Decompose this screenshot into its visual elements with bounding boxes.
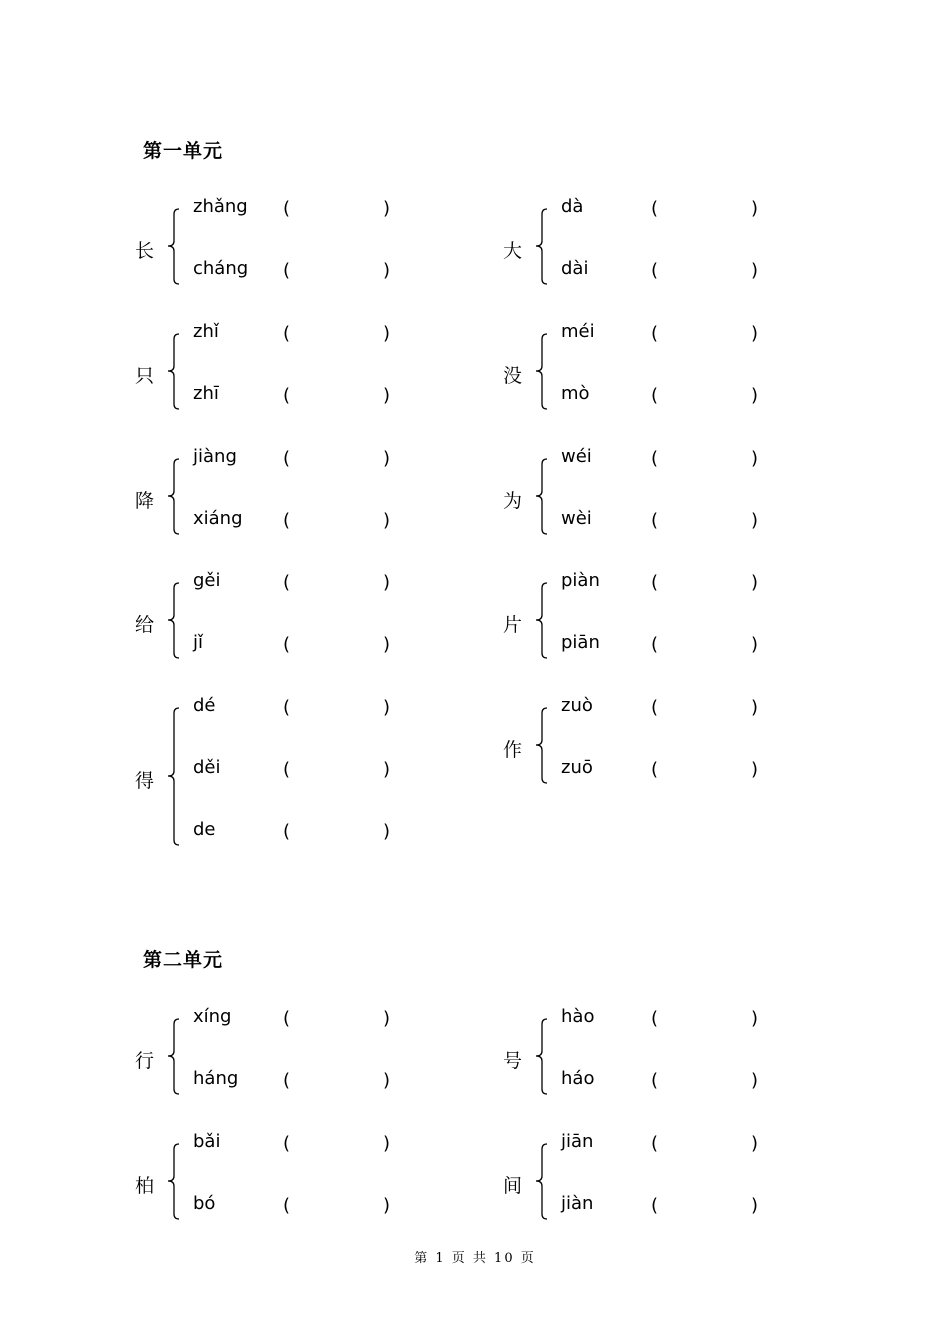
page-footer: 第 1 页 共 10 页	[414, 1251, 536, 1266]
answer-blank-open: (	[283, 260, 291, 281]
answer-blank[interactable]	[665, 448, 749, 470]
polyphone-char: 降	[135, 490, 155, 512]
answer-blank-open: (	[651, 448, 659, 469]
answer-blank-open: (	[651, 1070, 659, 1091]
answer-blank-open: (	[283, 1133, 291, 1154]
curly-brace-icon	[165, 208, 181, 288]
pinyin-reading: děi	[193, 757, 221, 778]
answer-blank-close: )	[383, 634, 391, 655]
answer-blank-open: (	[651, 385, 659, 406]
answer-blank[interactable]	[297, 634, 381, 656]
pinyin-reading: mò	[561, 383, 590, 404]
curly-brace-icon	[165, 707, 181, 849]
polyphone-char: 柏	[135, 1175, 155, 1197]
pinyin-reading: gěi	[193, 570, 221, 591]
answer-blank-open: (	[651, 510, 659, 531]
pinyin-reading: jiān	[561, 1131, 594, 1152]
pinyin-reading: méi	[561, 321, 595, 342]
answer-blank[interactable]	[297, 1070, 381, 1092]
curly-brace-icon	[165, 1143, 181, 1223]
answer-blank-open: (	[651, 759, 659, 780]
polyphone-char: 没	[503, 365, 523, 387]
answer-blank-close: )	[751, 1008, 759, 1029]
answer-blank[interactable]	[665, 1195, 749, 1217]
answer-blank-close: )	[751, 1133, 759, 1154]
pinyin-reading: de	[193, 819, 216, 840]
answer-blank-open: (	[283, 1070, 291, 1091]
pinyin-reading: cháng	[193, 258, 249, 279]
pinyin-reading: bǎi	[193, 1131, 221, 1152]
answer-blank[interactable]	[665, 1008, 749, 1030]
curly-brace-icon	[533, 1143, 549, 1223]
polyphone-char: 只	[135, 365, 155, 387]
answer-blank[interactable]	[297, 697, 381, 719]
answer-blank-open: (	[283, 572, 291, 593]
pinyin-reading: wéi	[561, 446, 592, 467]
answer-blank-close: )	[383, 1070, 391, 1091]
answer-blank[interactable]	[297, 385, 381, 407]
answer-blank[interactable]	[665, 1133, 749, 1155]
pinyin-reading: piàn	[561, 570, 600, 591]
answer-blank-close: )	[751, 572, 759, 593]
answer-blank-close: )	[383, 697, 391, 718]
curly-brace-icon	[533, 707, 549, 787]
polyphone-char: 给	[135, 614, 155, 636]
polyphone-char: 为	[503, 490, 523, 512]
answer-blank[interactable]	[665, 198, 749, 220]
answer-blank-open: (	[651, 572, 659, 593]
answer-blank-close: )	[751, 1195, 759, 1216]
curly-brace-icon	[165, 333, 181, 413]
answer-blank-close: )	[383, 759, 391, 780]
pinyin-reading: dài	[561, 258, 589, 279]
answer-blank-open: (	[651, 697, 659, 718]
polyphone-char: 号	[503, 1050, 523, 1072]
answer-blank-open: (	[651, 1008, 659, 1029]
answer-blank-open: (	[283, 510, 291, 531]
answer-blank[interactable]	[297, 1008, 381, 1030]
answer-blank-close: )	[383, 572, 391, 593]
answer-blank[interactable]	[297, 759, 381, 781]
pinyin-reading: hào	[561, 1006, 595, 1027]
polyphone-char: 作	[503, 739, 523, 761]
pinyin-reading: zhǐ	[193, 321, 219, 342]
answer-blank-open: (	[283, 1008, 291, 1029]
pinyin-reading: dà	[561, 196, 584, 217]
pinyin-reading: jiàng	[193, 446, 237, 467]
answer-blank-close: )	[383, 1195, 391, 1216]
pinyin-reading: bó	[193, 1193, 216, 1214]
answer-blank-close: )	[751, 759, 759, 780]
curly-brace-icon	[533, 582, 549, 662]
answer-blank[interactable]	[665, 1070, 749, 1092]
answer-blank-close: )	[751, 1070, 759, 1091]
answer-blank[interactable]	[297, 1133, 381, 1155]
answer-blank[interactable]	[665, 634, 749, 656]
answer-blank-open: (	[651, 1195, 659, 1216]
answer-blank[interactable]	[297, 572, 381, 594]
polyphone-char: 行	[135, 1050, 155, 1072]
answer-blank-open: (	[283, 448, 291, 469]
polyphone-char: 长	[135, 240, 155, 262]
answer-blank-open: (	[283, 1195, 291, 1216]
pinyin-reading: xiáng	[193, 508, 243, 529]
answer-blank[interactable]	[297, 260, 381, 282]
answer-blank[interactable]	[665, 323, 749, 345]
answer-blank-open: (	[283, 634, 291, 655]
answer-blank[interactable]	[665, 510, 749, 532]
answer-blank-close: )	[751, 385, 759, 406]
curly-brace-icon	[165, 458, 181, 538]
answer-blank-open: (	[283, 759, 291, 780]
answer-blank[interactable]	[297, 510, 381, 532]
answer-blank-open: (	[651, 634, 659, 655]
answer-blank[interactable]	[297, 1195, 381, 1217]
polyphone-char: 片	[503, 614, 523, 636]
answer-blank-open: (	[651, 198, 659, 219]
answer-blank-close: )	[751, 323, 759, 344]
answer-blank-close: )	[383, 385, 391, 406]
answer-blank-open: (	[283, 198, 291, 219]
pinyin-reading: piān	[561, 632, 600, 653]
curly-brace-icon	[165, 1018, 181, 1098]
curly-brace-icon	[533, 458, 549, 538]
pinyin-reading: zhǎng	[193, 196, 248, 217]
answer-blank[interactable]	[297, 198, 381, 220]
answer-blank[interactable]	[665, 759, 749, 781]
answer-blank-close: )	[751, 260, 759, 281]
section-title-unit-2: 第二单元	[143, 949, 224, 971]
answer-blank-close: )	[383, 198, 391, 219]
pinyin-reading: wèi	[561, 508, 592, 529]
answer-blank-open: (	[651, 1133, 659, 1154]
answer-blank-close: )	[751, 448, 759, 469]
answer-blank-close: )	[383, 323, 391, 344]
pinyin-reading: háo	[561, 1068, 595, 1089]
polyphone-char: 大	[503, 240, 523, 262]
pinyin-reading: háng	[193, 1068, 239, 1089]
curly-brace-icon	[165, 582, 181, 662]
polyphone-char: 间	[503, 1175, 523, 1197]
answer-blank-close: )	[383, 1133, 391, 1154]
section-title-unit-1: 第一单元	[143, 140, 224, 162]
answer-blank-close: )	[383, 448, 391, 469]
answer-blank-close: )	[751, 697, 759, 718]
answer-blank-close: )	[751, 510, 759, 531]
answer-blank-open: (	[283, 323, 291, 344]
answer-blank-close: )	[751, 198, 759, 219]
answer-blank-close: )	[383, 260, 391, 281]
answer-blank-close: )	[383, 1008, 391, 1029]
answer-blank[interactable]	[665, 385, 749, 407]
curly-brace-icon	[533, 333, 549, 413]
answer-blank-close: )	[383, 510, 391, 531]
answer-blank-close: )	[751, 634, 759, 655]
answer-blank[interactable]	[665, 260, 749, 282]
curly-brace-icon	[533, 1018, 549, 1098]
answer-blank-open: (	[283, 385, 291, 406]
answer-blank-open: (	[283, 821, 291, 842]
pinyin-reading: zhī	[193, 383, 219, 404]
pinyin-reading: dé	[193, 695, 216, 716]
answer-blank-open: (	[283, 697, 291, 718]
answer-blank[interactable]	[665, 572, 749, 594]
pinyin-reading: jǐ	[193, 632, 204, 653]
answer-blank[interactable]	[665, 697, 749, 719]
answer-blank[interactable]	[297, 323, 381, 345]
pinyin-reading: jiàn	[561, 1193, 594, 1214]
answer-blank[interactable]	[297, 448, 381, 470]
pinyin-reading: xíng	[193, 1006, 232, 1027]
polyphone-char: 得	[135, 770, 155, 792]
curly-brace-icon	[533, 208, 549, 288]
answer-blank-open: (	[651, 260, 659, 281]
answer-blank-open: (	[651, 323, 659, 344]
answer-blank-close: )	[383, 821, 391, 842]
pinyin-reading: zuō	[561, 757, 593, 778]
answer-blank[interactable]	[297, 821, 381, 843]
pinyin-reading: zuò	[561, 695, 593, 716]
